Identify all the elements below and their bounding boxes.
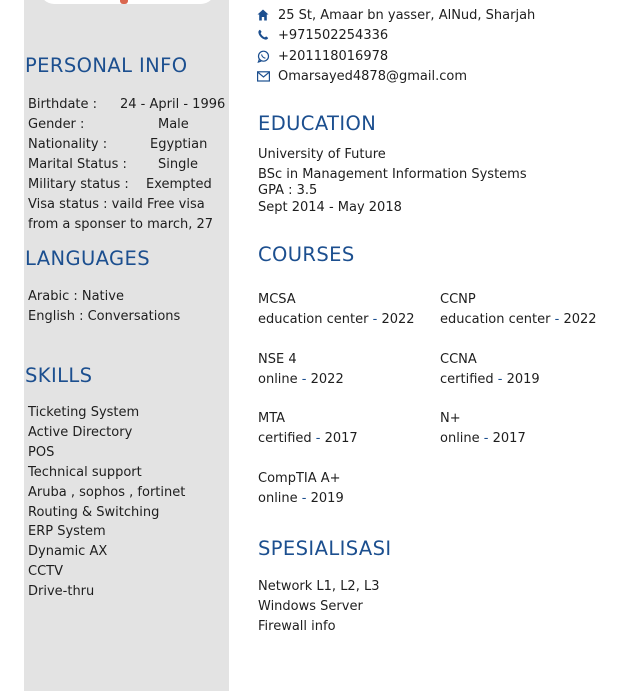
course-detail — [440, 310, 597, 330]
skills-list — [28, 403, 185, 602]
course-detail — [258, 429, 358, 449]
education-heading: EDUCATION — [258, 112, 377, 135]
skill-item: Ticketing System — [28, 405, 140, 420]
marital-status-label: Marital Status : — [28, 157, 127, 172]
languages-list — [28, 287, 180, 327]
contact-email-row — [256, 66, 467, 86]
contact-phone-row — [256, 25, 388, 45]
course-name: NSE 4 — [258, 352, 297, 367]
contact-whatsapp-row — [256, 46, 388, 66]
education-gpa: GPA : 3.5 — [258, 183, 318, 198]
skill-item: Aruba , sophos , fortinet — [28, 484, 186, 500]
course-detail — [258, 489, 344, 509]
specialization-item: Windows Server — [258, 598, 363, 614]
course-detail — [440, 370, 540, 390]
course-year: 2022 — [563, 312, 597, 327]
contact-address: 25 St, Amaar bn yasser, AlNud, Sharjah — [278, 7, 536, 23]
course-name: CompTIA A+ — [258, 471, 341, 486]
language-item: English : Conversations — [28, 308, 181, 324]
course-separator: - — [297, 491, 311, 506]
course-year: 2017 — [492, 431, 526, 446]
course-separator: - — [550, 312, 564, 327]
nationality-value: Egyptian — [150, 137, 208, 152]
course-provider: online — [258, 372, 298, 387]
course-year: 2019 — [506, 372, 540, 387]
whatsapp-icon — [256, 49, 270, 63]
course-provider: education center — [258, 312, 369, 327]
course-year: 2022 — [381, 312, 415, 327]
course-year: 2017 — [324, 431, 358, 446]
visa-status-line-1: Visa status : vaild Free visa — [28, 197, 205, 212]
skill-item: Routing & Switching — [28, 504, 160, 520]
birthdate-label: Birthdate : — [28, 97, 98, 112]
specialization-item: Firewall info — [258, 618, 336, 634]
specialization-item: Network L1, L2, L3 — [258, 579, 380, 594]
personal-info-heading: PERSONAL INFO — [25, 54, 188, 77]
course-separator: - — [311, 431, 325, 446]
contact-phone: +971502254336 — [278, 27, 389, 43]
home-icon — [256, 8, 270, 22]
course-name: MCSA — [258, 292, 296, 307]
course-detail — [440, 429, 526, 449]
skill-item: Dynamic AX — [28, 544, 108, 560]
military-status-value: Exempted — [146, 177, 212, 192]
course-provider: education center — [440, 312, 551, 327]
course-name: CCNP — [440, 292, 476, 307]
course-separator: - — [297, 372, 311, 387]
contact-whatsapp: +201118016978 — [278, 48, 389, 64]
language-item: Arabic : Native — [28, 289, 124, 304]
skill-item: ERP System — [28, 524, 106, 540]
skill-item: Drive-thru — [28, 584, 95, 600]
languages-heading: LANGUAGES — [25, 247, 151, 270]
course-provider: online — [258, 491, 298, 506]
phone-icon — [256, 28, 270, 42]
course-provider: online — [440, 431, 480, 446]
nationality-label: Nationality : — [28, 137, 108, 152]
contact-address-row — [256, 5, 535, 25]
course-separator: - — [479, 431, 493, 446]
course-separator: - — [493, 372, 507, 387]
course-detail — [258, 370, 344, 390]
course-year: 2019 — [310, 491, 344, 506]
education-dates: Sept 2014 - May 2018 — [258, 200, 402, 215]
birthdate-value: 24 - April - 1996 — [120, 97, 226, 112]
mail-icon — [256, 69, 270, 83]
course-detail — [258, 310, 415, 330]
gender-label: Gender : — [28, 117, 85, 132]
course-name: MTA — [258, 411, 286, 426]
marital-status-value: Single — [158, 157, 198, 172]
profile-photo-detail — [120, 0, 128, 4]
course-provider: certified — [258, 431, 312, 446]
courses-heading: COURSES — [258, 243, 355, 266]
skill-item: Active Directory — [28, 424, 133, 440]
gender-value: Male — [158, 117, 189, 132]
skill-item: Technical support — [28, 464, 142, 480]
skill-item: POS — [28, 444, 55, 460]
course-name: CCNA — [440, 352, 477, 367]
contact-email[interactable]: Omarsayed4878@gmail.com — [278, 68, 467, 84]
course-separator: - — [368, 312, 382, 327]
course-name: N+ — [440, 411, 461, 426]
military-status-label: Military status : — [28, 177, 129, 192]
skills-heading: SKILLS — [25, 364, 93, 387]
specialization-heading: SPESIALISASI — [258, 537, 392, 560]
education-school: University of Future — [258, 147, 386, 162]
specialization-list — [258, 577, 379, 637]
course-provider: certified — [440, 372, 494, 387]
skill-item: CCTV — [28, 564, 63, 580]
visa-status-line-2: from a sponser to march, 27 — [28, 217, 214, 232]
education-degree: BSc in Management Information Systems — [258, 167, 527, 182]
course-year: 2022 — [310, 372, 344, 387]
